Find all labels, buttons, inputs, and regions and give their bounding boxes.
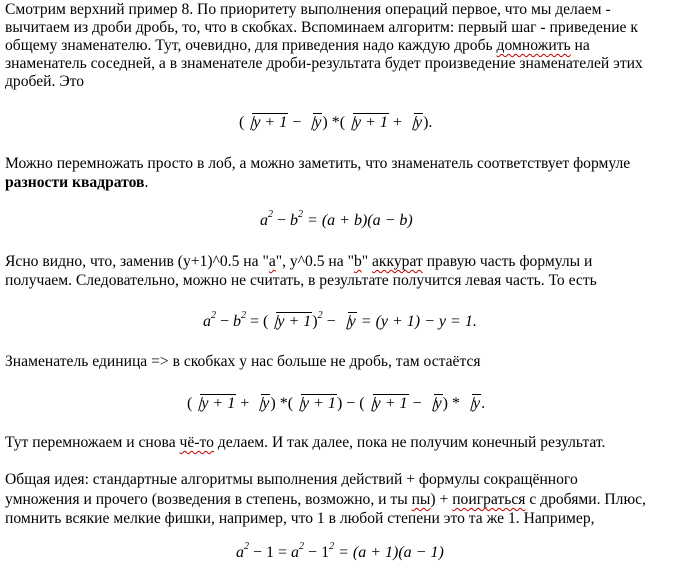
text-run: делаем. И так далее, пока не получим конечный результат. xyxy=(213,434,606,451)
variable: b xyxy=(233,313,242,330)
misspelled-word[interactable]: поиграться xyxy=(452,491,526,508)
sqrt-symbol xyxy=(345,113,389,133)
operator: ) xyxy=(312,313,318,330)
variable: a xyxy=(291,544,300,561)
misspelled-word[interactable]: a xyxy=(268,253,276,270)
sqrt-symbol xyxy=(340,312,357,332)
sqrt-symbol xyxy=(253,394,270,414)
radicand: y + 1 xyxy=(201,395,236,412)
variable: a xyxy=(236,544,244,561)
operator: ) * xyxy=(442,395,464,412)
text-run: правую часть формулы и xyxy=(422,253,593,270)
operator: − 1 = xyxy=(249,544,292,561)
paragraph-1-line-4: знаменатель соседней, а в знаменателе дроби-результата будет произведение знаменателей этих xyxy=(5,55,643,72)
exponent: 2 xyxy=(329,540,335,552)
operator: ) − ( xyxy=(336,395,365,412)
paragraph-4-line-1: Знаменатель единица => в скобках у нас больше не дробь, там остаётся xyxy=(5,353,481,370)
exponent: 2 xyxy=(241,309,247,321)
operator: − xyxy=(322,313,340,330)
paragraph-1-line-1: Смотрим верхний пример 8. По приоритету выполнения операций первое, что мы делаем - xyxy=(5,1,611,18)
paragraph-2-line-1: Можно перемножать просто в лоб, а можно заметить, что знаменатель соответствует формуле xyxy=(5,155,631,172)
operator: − xyxy=(273,212,291,229)
sqrt-symbol xyxy=(305,113,322,133)
radicand: y + 1 xyxy=(354,114,388,131)
paragraph-1-line-3-text: общему знаменателю. Тут, очевидно, для приведения надо каждую дробь xyxy=(5,37,497,54)
exponent: 2 xyxy=(298,208,304,220)
operator: + xyxy=(388,114,406,131)
bold-term: разности квадратов xyxy=(5,174,145,191)
radicand: y + 1 xyxy=(277,313,312,330)
text-run: Ясно видно, что, заменив (y+1)^0.5 на " xyxy=(5,253,269,270)
paragraph-3-line-1 xyxy=(5,252,592,272)
text-run: умножения и прочего (возведения в степень, возможно, и ты xyxy=(5,491,412,508)
misspelled-word[interactable]: домножить xyxy=(496,37,571,54)
sqrt-symbol xyxy=(192,394,236,414)
operator: ) *( xyxy=(270,395,294,412)
misspelled-word[interactable]: чё-то xyxy=(179,434,214,451)
text-run: ) + xyxy=(430,491,453,508)
radicand: y xyxy=(348,313,356,330)
formula-1 xyxy=(239,113,432,133)
variable: a xyxy=(203,313,211,330)
operator: + xyxy=(236,395,254,412)
punctuation: . xyxy=(144,174,149,191)
operator: − xyxy=(408,395,426,412)
variable: b xyxy=(290,212,299,229)
sqrt-symbol xyxy=(268,312,312,332)
exponent: 2 xyxy=(299,540,305,552)
formula-5 xyxy=(236,540,444,563)
sqrt-symbol xyxy=(464,394,481,414)
operator: ( xyxy=(187,395,193,412)
paragraph-1-line-5: дробей. Это xyxy=(5,73,85,90)
operator: − xyxy=(216,313,234,330)
formula-5-rhs: = (a + 1)(a − 1) xyxy=(334,544,444,561)
operator: . xyxy=(481,395,486,412)
operator: − xyxy=(288,114,306,131)
formula-4 xyxy=(187,394,485,414)
formula-3-rhs: = (y + 1) − y = 1. xyxy=(356,313,477,330)
paragraph-1-line-2: вычитаем из дроби дробь, то, что в скобках. Вспоминаем алгоритм: первый шаг - приведение к xyxy=(5,19,638,36)
exponent: 2 xyxy=(317,309,323,321)
paragraph-6-line-3: помнить всякие мелкие фишки, например, что 1 в любой степени это та же 1. Например, xyxy=(5,510,595,527)
radicand: y xyxy=(414,114,423,131)
sqrt-symbol xyxy=(244,113,288,133)
text-run: с дробями. Плюс, xyxy=(525,491,646,508)
formula-1-paren: ). xyxy=(423,114,433,131)
misspelled-word[interactable]: аккурат xyxy=(372,253,423,270)
radicand: y + 1 xyxy=(373,395,408,412)
exponent: 2 xyxy=(244,540,249,552)
radicand: y xyxy=(473,395,481,412)
paragraph-1-line-3 xyxy=(5,36,590,56)
paragraph-5-line-1 xyxy=(5,433,605,453)
operator: ) *( xyxy=(322,114,346,131)
sqrt-symbol xyxy=(406,113,423,133)
exponent: 2 xyxy=(211,309,216,321)
radicand: y xyxy=(314,114,322,131)
formula-3 xyxy=(203,309,477,332)
text-run: " xyxy=(361,253,373,270)
sqrt-symbol xyxy=(293,394,337,414)
radicand: y xyxy=(434,395,442,412)
text-run: ", y^0.5 на " xyxy=(275,253,354,270)
paragraph-1-line-3-end: на xyxy=(570,37,590,54)
radicand: y + 1 xyxy=(302,395,336,412)
variable: a xyxy=(260,212,268,229)
misspelled-word[interactable]: b xyxy=(353,253,362,270)
exponent: 2 xyxy=(268,208,273,220)
formula-1-paren: ( xyxy=(239,114,245,131)
operator: = ( xyxy=(246,313,269,330)
sqrt-symbol xyxy=(426,394,443,414)
radicand: y + 1 xyxy=(253,114,288,131)
text-run: Тут перемножаем и снова xyxy=(5,434,180,451)
operator: − 1 xyxy=(304,544,330,561)
paragraph-6-line-1: Общая идея: стандартные алгоритмы выполнения действий + формулы сокращённого xyxy=(5,471,578,488)
paragraph-6-line-2 xyxy=(5,490,646,510)
formula-2-rhs: = (a + b)(a − b) xyxy=(303,212,413,229)
formula-2 xyxy=(260,208,413,231)
radicand: y xyxy=(262,395,270,412)
sqrt-symbol xyxy=(365,394,409,414)
paragraph-3-line-2: получаем. Следовательно, можно не считать, в результате получится левая часть. То есть xyxy=(5,272,597,289)
misspelled-word[interactable]: пы xyxy=(411,491,431,508)
paragraph-2-line-2 xyxy=(5,173,148,193)
